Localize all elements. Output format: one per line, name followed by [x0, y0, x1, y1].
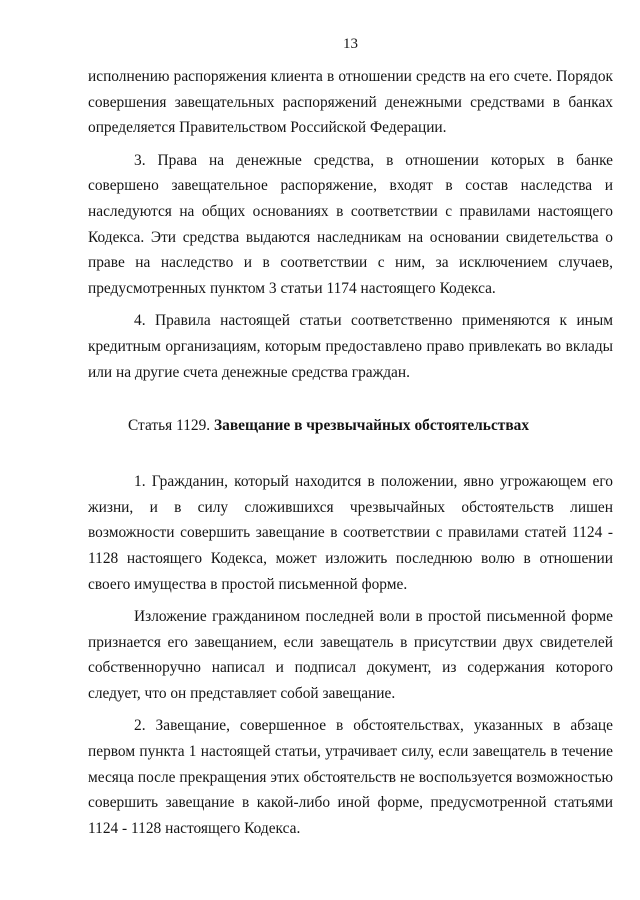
article-heading [88, 415, 613, 437]
paragraph-continuation: исполнению распоряжения клиента в отношении средств на его счете. Порядок совершения завещательных распоряжений денежными средствами в банках определяется Правительством Российской Федерации. [88, 68, 613, 137]
paragraph-item-4: 4. Правила настоящей статьи соответственно применяются к иным кредитным организациям, которым предоставлено право привлекать во вклады или на другие счета денежные средства граждан. [88, 312, 613, 381]
article-number: Статья 1129. [128, 417, 214, 435]
page-number: 13 [343, 36, 358, 52]
paragraph-item-3: 3. Права на денежные средства, в отношении которых в банке совершено завещательное распоряжение, входят в состав наследства и наследуются на общих основаниях в соответствии с правилами настоящего Кодекса. Эти средства выдаются наследникам на основании свидетельства о праве на наследство и в соответствии с ним, за исключением случаев, предусмотренных пунктом 3 статьи 1174 настоящего Кодекса. [88, 151, 613, 297]
article-title: Завещание в чрезвычайных обстоятельствах [214, 417, 530, 435]
paragraph-written-form: Изложение гражданином последней воли в простой письменной форме признается его завещанием, если завещатель в присутствии двух свидетелей собственноручно написал и подписал документ, из содержания которого следует, что он представляет собой завещание. [88, 608, 613, 702]
paragraph-item-1: 1. Гражданин, который находится в положении, явно угрожающем его жизни, и в силу сложившихся чрезвычайных обстоятельств лишен возможности совершить завещание в соответствии с правилами статей 1124 - 1128 настоящего Кодекса, может изложить последнюю волю в отношении своего имущества в простой письменной форме. [88, 473, 613, 593]
document-page [88, 34, 613, 841]
paragraph-item-2: 2. Завещание, совершенное в обстоятельствах, указанных в абзаце первом пункта 1 настоящей статьи, утрачивает силу, если завещатель в течение месяца после прекращения этих обстоятельств не воспользуется возможностью совершить завещание в какой-либо иной форме, предусмотренной статьями 1124 - 1128 настоящего Кодекса. [88, 717, 613, 837]
